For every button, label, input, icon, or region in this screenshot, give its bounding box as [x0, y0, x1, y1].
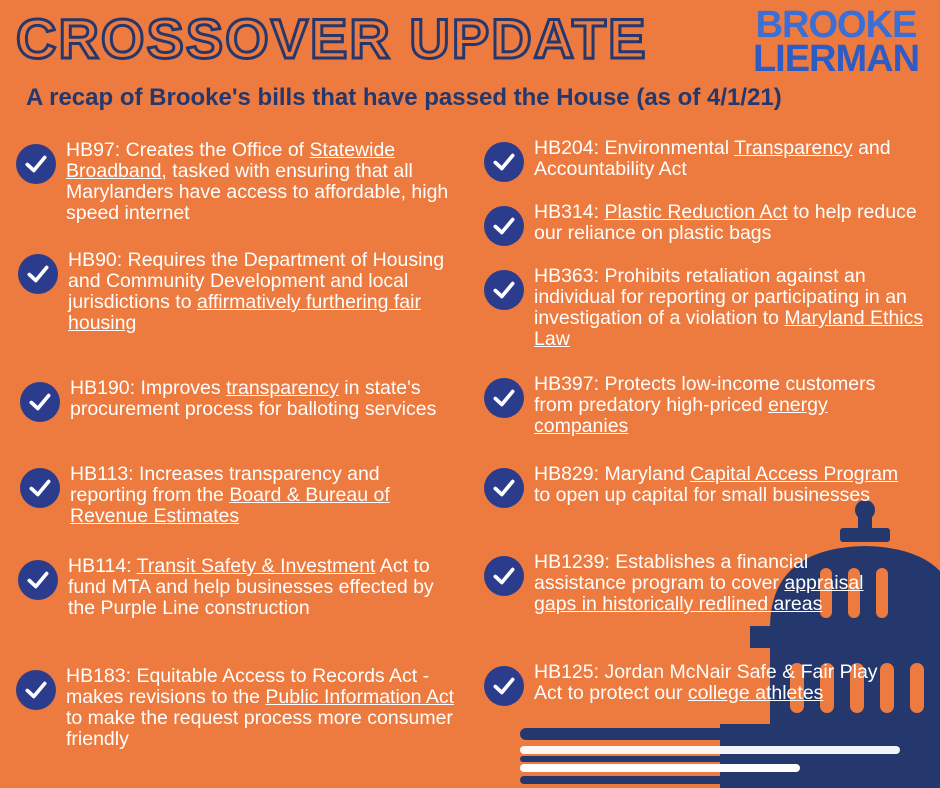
bill-item-hb363 — [484, 266, 924, 350]
bill-text: HB90: Requires the Department of Housing and Community Development and local jurisdictions to affirmatively furthering fair housing — [68, 249, 445, 334]
bill-item-hb114 — [18, 556, 448, 619]
bill-item-hb829 — [484, 464, 904, 508]
page-title: CROSSOVER UPDATE — [16, 7, 648, 70]
bill-text: HB397: Protects low-income customers from predatory high-priced energy companies — [534, 373, 876, 437]
bill-link[interactable]: Maryland Ethics Law — [534, 307, 924, 350]
checkmark-circle-icon — [484, 468, 524, 508]
bill-item-hb397 — [484, 374, 904, 437]
logo-line1: BROOKE — [755, 4, 917, 46]
checkmark-circle-icon — [18, 560, 58, 600]
bill-item-hb113 — [20, 464, 460, 527]
bill-link[interactable]: affirmatively furthering fair housing — [68, 291, 421, 334]
bill-text: HB829: Maryland Capital Access Program to open up capital for small businesses — [534, 463, 899, 506]
checkmark-circle-icon — [484, 142, 524, 182]
bill-text: HB363: Prohibits retaliation against an individual for reporting or participating in an investigation of a violation to Maryland Ethics Law — [534, 265, 924, 350]
checkmark-circle-icon — [20, 468, 60, 508]
bill-text: HB1239: Establishes a financial assistance program to cover appraisal gaps in historically redlined areas — [534, 551, 864, 615]
bill-text: HB204: Environmental Transparency and Accountability Act — [534, 137, 891, 180]
checkmark-circle-icon — [484, 666, 524, 706]
bill-link[interactable]: Plastic Reduction Act — [604, 201, 788, 223]
bill-text: HB97: Creates the Office of Statewide Broadband, tasked with ensuring that all Marylanders have access to affordable, high speed internet — [66, 139, 449, 224]
bill-link[interactable]: Transparency — [734, 137, 853, 159]
bill-text: HB113: Increases transparency and reporting from the Board & Bureau of Revenue Estimates — [70, 463, 390, 527]
capitol-dome-icon — [520, 488, 940, 788]
bill-item-hb190 — [20, 378, 440, 422]
bill-text: HB114: Transit Safety & Investment Act to fund MTA and help businesses effected by the Purple Line construction — [68, 555, 434, 619]
logo-line2: LIERMAN — [752, 38, 920, 80]
checkmark-circle-icon — [16, 144, 56, 184]
checkmark-circle-icon — [484, 270, 524, 310]
bill-link[interactable]: transparency — [226, 377, 339, 399]
bill-link[interactable]: Board & Bureau of Revenue Estimates — [70, 484, 390, 527]
bill-item-hb90 — [18, 250, 468, 334]
bill-item-hb125 — [484, 662, 904, 706]
bill-item-hb204 — [484, 138, 934, 182]
subtitle: A recap of Brooke's bills that have passed the House (as of 4/1/21) — [26, 84, 782, 111]
bill-link[interactable]: Capital Access Program — [690, 463, 899, 485]
bill-link[interactable]: appraisal gaps in historically redlined areas — [534, 572, 864, 615]
checkmark-circle-icon — [18, 254, 58, 294]
bill-text: HB314: Plastic Reduction Act to help reduce our reliance on plastic bags — [534, 201, 917, 244]
checkmark-circle-icon — [484, 378, 524, 418]
checkmark-circle-icon — [484, 206, 524, 246]
checkmark-circle-icon — [16, 670, 56, 710]
bill-link[interactable]: college athletes — [687, 682, 824, 704]
bill-item-hb314 — [484, 202, 924, 246]
bill-item-hb1239 — [484, 552, 884, 615]
bill-link[interactable]: energy companies — [534, 394, 828, 437]
bill-link[interactable]: Transit Safety & Investment — [136, 555, 376, 577]
bill-link[interactable]: Public Information Act — [265, 686, 455, 708]
bill-text: HB125: Jordan McNair Safe & Fair Play Act to protect our college athletes — [534, 661, 878, 704]
logo — [748, 4, 924, 80]
bill-item-hb183 — [16, 666, 472, 750]
bill-text: HB190: Improves transparency in state's procurement process for balloting services — [70, 377, 437, 420]
bill-item-hb97 — [16, 140, 472, 224]
checkmark-circle-icon — [20, 382, 60, 422]
bill-text: HB183: Equitable Access to Records Act - makes revisions to the Public Information Act to make the request process more consumer friendly — [66, 665, 455, 750]
checkmark-circle-icon — [484, 556, 524, 596]
bill-link[interactable]: Statewide Broadband — [66, 139, 396, 182]
